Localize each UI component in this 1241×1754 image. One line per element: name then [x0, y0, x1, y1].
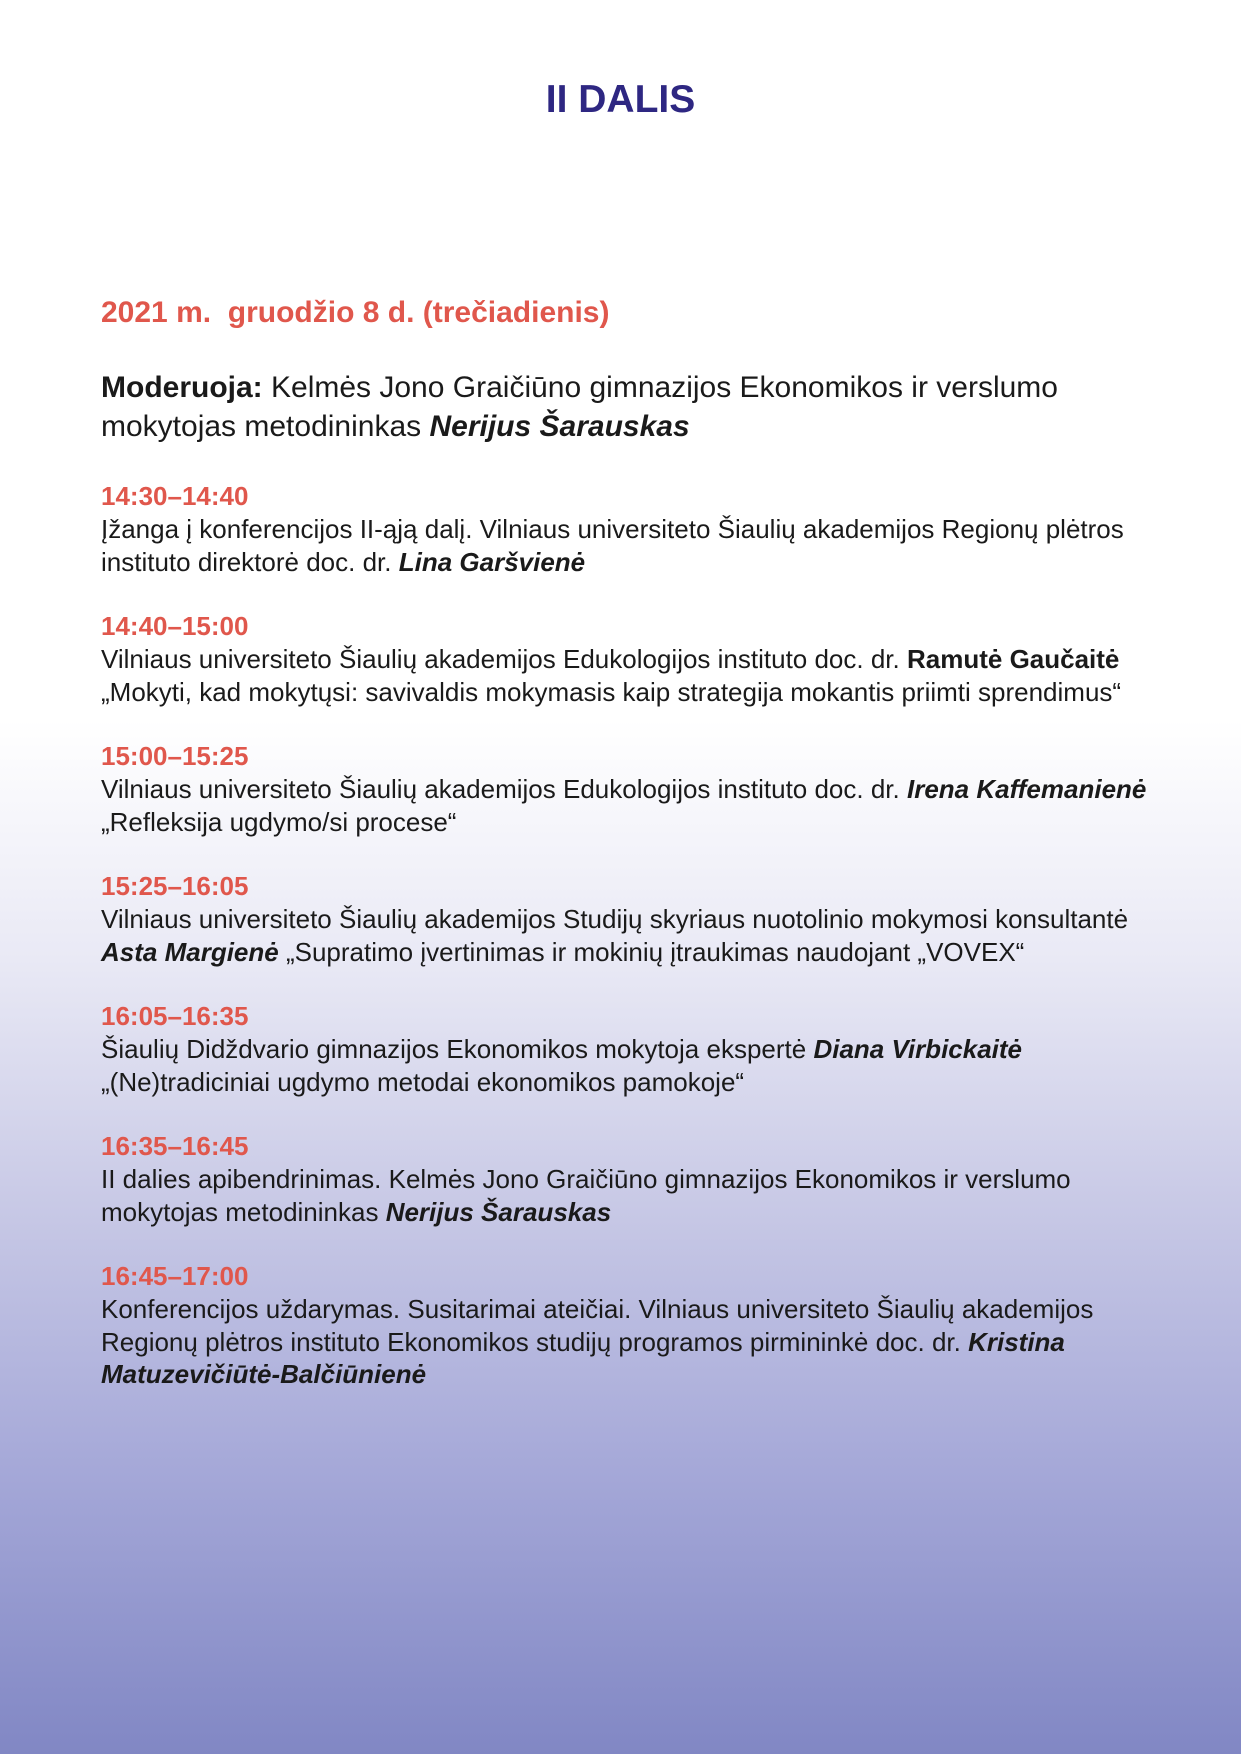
schedule-topic: „Mokyti, kad mokytųsi: savivaldis mokymasis kaip strategija mokantis priimti sprendimus“ — [101, 676, 1122, 707]
moderator-line — [101, 368, 1151, 446]
schedule-topic: „(Ne)tradiciniai ugdymo metodai ekonomikos pamokoje“ — [101, 1066, 745, 1097]
schedule-time: 16:05–16:35 — [101, 1001, 249, 1031]
moderator-name: Nerijus Šarauskas — [429, 410, 690, 443]
speaker-name: Kristina Matuzevičiūtė-Balčiūnienė — [101, 1326, 1065, 1389]
schedule-item — [101, 1260, 1161, 1391]
schedule-item — [101, 610, 1161, 708]
schedule-topic: „Refleksija ugdymo/si procese“ — [101, 806, 457, 837]
schedule-item — [101, 1130, 1161, 1228]
schedule-item — [101, 480, 1161, 578]
schedule-description — [101, 773, 1161, 838]
schedule-time: 16:35–16:45 — [101, 1131, 249, 1161]
schedule-time: 14:40–15:00 — [101, 611, 249, 641]
schedule-text: II dalies apibendrinimas. Kelmės Jono Graičiūno gimnazijos Ekonomikos ir verslumo mokytojas metodininkas — [101, 1164, 1071, 1227]
schedule-time: 15:00–15:25 — [101, 741, 249, 771]
schedule-description — [101, 1293, 1161, 1391]
speaker-name: Ramutė Gaučaitė — [906, 644, 1120, 674]
moderator-description: Kelmės Jono Graičiūno gimnazijos Ekonomikos ir verslumo mokytojas metodininkas — [101, 371, 1058, 443]
schedule-time: 16:45–17:00 — [101, 1261, 249, 1291]
schedule-item — [101, 1000, 1161, 1098]
event-date: 2021 m. gruodžio 8 d. (trečiadienis) — [101, 296, 610, 329]
schedule-time: 15:25–16:05 — [101, 871, 249, 901]
schedule-text: Konferencijos uždarymas. Susitarimai ateičiai. Vilniaus universiteto Šiaulių akademijos Regionų plėtros instituto Ekonomikos studijų programos pirmininkė doc. dr. — [101, 1294, 1094, 1357]
schedule-description — [101, 513, 1161, 578]
schedule-description — [101, 1163, 1161, 1228]
speaker-name: Asta Margienė — [101, 936, 279, 967]
schedule-time: 14:30–14:40 — [101, 481, 249, 511]
schedule-text: Įžanga į konferencijos II-ąją dalį. Vilniaus universiteto Šiaulių akademijos Regionų plėtros instituto direktorė doc. dr. — [101, 514, 1124, 577]
speaker-name: Nerijus Šarauskas — [385, 1196, 612, 1227]
speaker-name: Lina Garšvienė — [398, 546, 586, 577]
schedule-text: Vilniaus universiteto Šiaulių akademijos Studijų skyriaus nuotolinio mokymosi konsultantė — [101, 904, 1129, 934]
schedule-text: Vilniaus universiteto Šiaulių akademijos Edukologijos instituto doc. dr. — [101, 774, 907, 804]
schedule-description — [101, 1033, 1161, 1098]
speaker-name: Diana Virbickaitė — [813, 1034, 1023, 1064]
schedule-topic: „Supratimo įvertinimas ir mokinių įtraukimas naudojant „VOVEX“ — [278, 936, 1025, 967]
schedule — [101, 480, 1161, 1423]
schedule-description — [101, 903, 1161, 968]
schedule-item — [101, 740, 1161, 838]
page-title: II DALIS — [545, 78, 696, 121]
schedule-item — [101, 870, 1161, 968]
schedule-text: Vilniaus universiteto Šiaulių akademijos Edukologijos instituto doc. dr. — [101, 644, 907, 674]
schedule-text: Šiaulių Didždvario gimnazijos Ekonomikos mokytoja ekspertė — [101, 1034, 814, 1064]
schedule-description — [101, 643, 1161, 708]
moderator-label: Moderuoja: — [101, 371, 263, 404]
speaker-name: Irena Kaffemanienė — [906, 774, 1147, 804]
